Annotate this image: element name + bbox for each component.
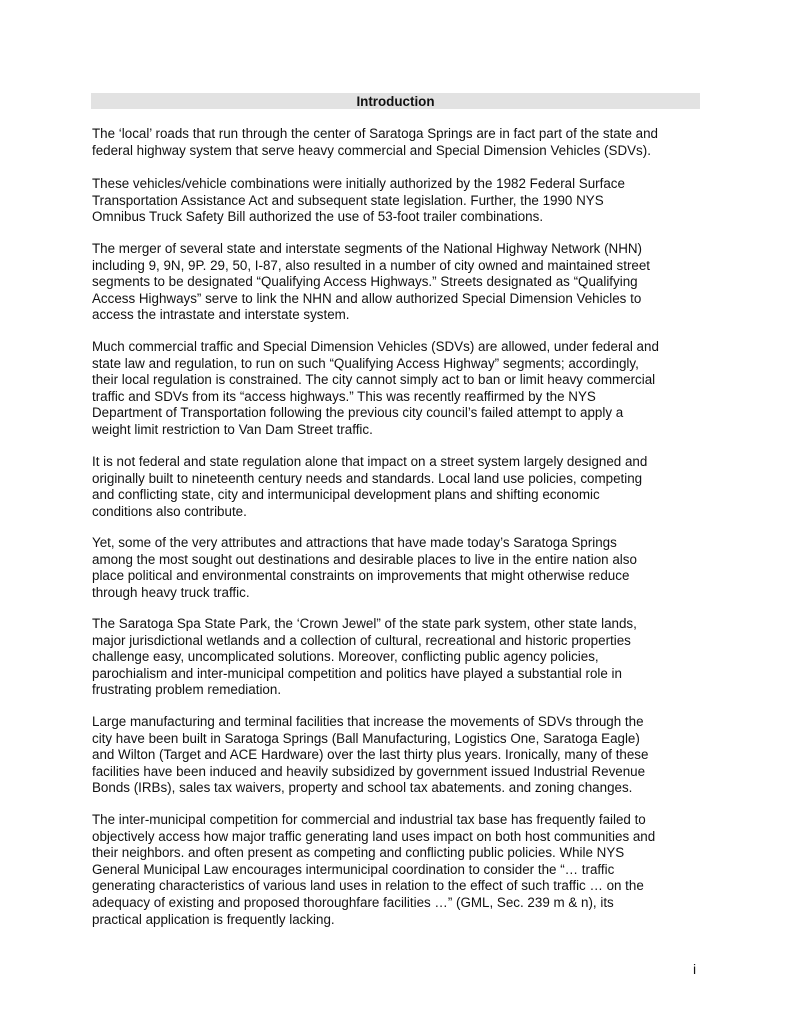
- text-line: major jurisdictional wetlands and a collection of cultural, recreational and historic properties: [92, 632, 631, 648]
- text-line: Bonds (IRBs), sales tax waivers, property and school tax abatements. and zoning changes.: [92, 780, 633, 796]
- text-line: among the most sought out destinations and desirable places to live in the entire nation also: [92, 551, 637, 567]
- paragraph-3: [92, 241, 712, 324]
- text-line: access the intrastate and interstate system.: [92, 307, 350, 323]
- text-line: Large manufacturing and terminal facilities that increase the movements of SDVs through the: [92, 714, 644, 729]
- paragraph-1: [92, 126, 712, 159]
- text-line: place political and environmental constraints on improvements that might otherwise reduce: [92, 568, 630, 584]
- text-line: practical application is frequently lacking.: [92, 911, 335, 927]
- text-line: objectively access how major traffic generating land uses impact on both host communities and: [92, 828, 656, 844]
- text-line: originally built to nineteenth century needs and standards. Local land use policies, competing: [92, 470, 643, 486]
- paragraph-7: [92, 616, 712, 699]
- text-line: parochialism and inter-municipal competition and politics have played a substantial role in: [92, 665, 622, 681]
- text-line: Access Highways” serve to link the NHN and allow authorized Special Dimension Vehicles to: [92, 290, 642, 306]
- text-line: adequacy of existing and proposed thoroughfare facilities …” (GML, Sec. 239 m & n), its: [92, 894, 614, 910]
- text-line: Yet, some of the very attributes and attractions that have made today’s Saratoga Springs: [92, 535, 617, 550]
- text-line: including 9, 9N, 9P. 29, 50, I-87, also resulted in a number of city owned and maintained street: [92, 257, 651, 273]
- text-line: conditions also contribute.: [92, 503, 247, 519]
- text-line: The ‘local’ roads that run through the center of Saratoga Springs are in fact part of the state and: [92, 126, 658, 141]
- paragraph-4: [92, 339, 712, 439]
- paragraph-2: [92, 176, 712, 226]
- text-line: It is not federal and state regulation alone that impact on a street system largely designed and: [92, 454, 648, 469]
- text-line: weight limit restriction to Van Dam Street traffic.: [92, 421, 373, 437]
- paragraph-9: [92, 812, 712, 928]
- text-line: facilities have been induced and heavily subsidized by government issued Industrial Revenue: [92, 763, 646, 779]
- text-line: Transportation Assistance Act and subsequent state legislation. Further, the 1990 NYS: [92, 192, 604, 208]
- text-line: through heavy truck traffic.: [92, 584, 250, 600]
- text-line: These vehicles/vehicle combinations were initially authorized by the 1982 Federal Surface: [92, 176, 625, 191]
- page-number: i: [693, 961, 697, 977]
- text-line: city have been built in Saratoga Springs (Ball Manufacturing, Logistics One, Saratoga Eagle): [92, 730, 640, 746]
- text-line: federal highway system that serve heavy commercial and Special Dimension Vehicles (SDVs).: [92, 142, 651, 158]
- text-line: The merger of several state and interstate segments of the National Highway Network (NHN): [92, 241, 642, 256]
- text-line: segments to be designated “Qualifying Access Highways.” Streets designated as “Qualifying: [92, 274, 638, 290]
- text-line: their neighbors. and often present as competing and conflicting public policies. While NYS: [92, 845, 625, 861]
- text-line: General Municipal Law encourages intermunicipal coordination to consider the “… traffic: [92, 861, 615, 877]
- paragraph-6: [92, 535, 712, 601]
- text-line: state law and regulation, to run on such “Qualifying Access Highway” segments; accordingly,: [92, 355, 639, 371]
- text-line: Much commercial traffic and Special Dimension Vehicles (SDVs) are allowed, under federal and: [92, 339, 659, 354]
- section-heading-bar: [91, 93, 700, 109]
- text-line: their local regulation is constrained. The city cannot simply act to ban or limit heavy commercial: [92, 372, 656, 388]
- paragraph-8: [92, 714, 712, 797]
- text-line: Department of Transportation following the previous city council’s failed attempt to apply a: [92, 405, 624, 421]
- text-line: Omnibus Truck Safety Bill authorized the use of 53-foot trailer combinations.: [92, 209, 544, 225]
- text-line: The Saratoga Spa State Park, the ‘Crown Jewel” of the state park system, other state lands,: [92, 616, 637, 631]
- paragraph-5: [92, 454, 712, 520]
- text-line: The inter-municipal competition for commercial and industrial tax base has frequently failed to: [92, 812, 646, 827]
- text-line: generating characteristics of various land uses in relation to the effect of such traffic … on the: [92, 878, 644, 894]
- text-line: frustrating problem remediation.: [92, 682, 282, 698]
- text-line: and conflicting state, city and intermunicipal development plans and shifting economic: [92, 487, 600, 503]
- text-line: and Wilton (Target and ACE Hardware) over the last thirty plus years. Ironically, many of these: [92, 747, 649, 763]
- text-line: challenge easy, uncomplicated solutions. Moreover, conflicting public agency policies,: [92, 649, 599, 665]
- text-line: traffic and SDVs from its “access highways.” This was recently reaffirmed by the NYS: [92, 388, 596, 404]
- section-heading: Introduction: [356, 94, 435, 109]
